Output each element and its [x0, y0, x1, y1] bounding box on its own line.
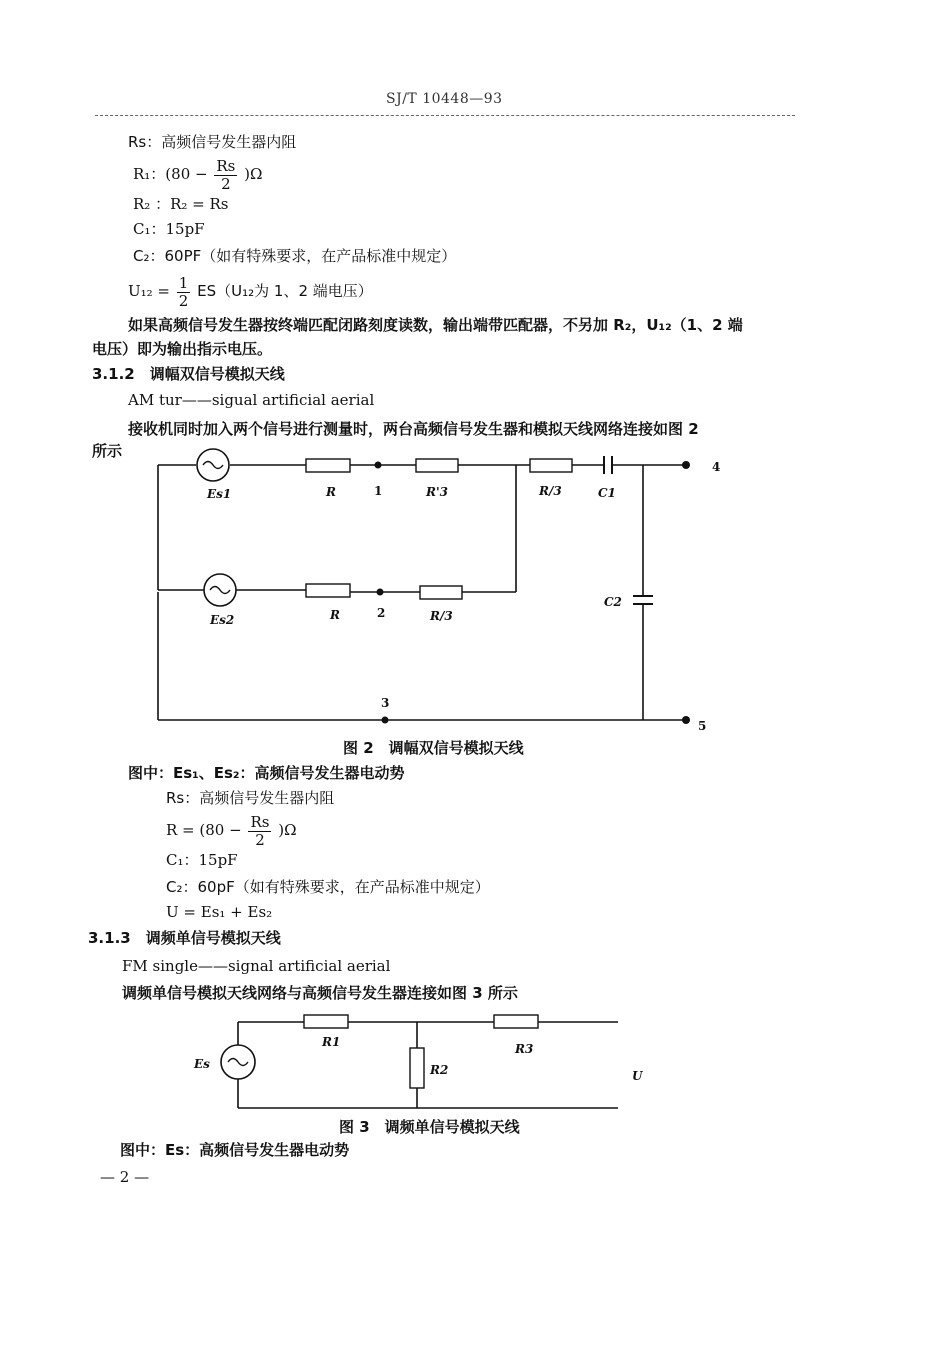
section-3-1-2-paragraph-line-2: 所示: [92, 442, 123, 460]
page-header: SJ/T 10448—93: [386, 91, 503, 107]
legend-2-es: 图中：Es₁、Es₂：高频信号发生器电动势: [128, 764, 405, 782]
label-c2: C2: [604, 595, 622, 609]
resistor-r2: [410, 1048, 424, 1088]
section-3-1-2-title: 3.1.2 调幅双信号模拟天线: [92, 365, 285, 383]
label-node-3: 3: [381, 696, 390, 710]
label-node-2: 2: [377, 606, 386, 620]
label-u: U: [632, 1069, 643, 1083]
figure-3-caption: 图 3 调频单信号模拟天线: [339, 1118, 520, 1136]
u12-fraction-denominator: 2: [178, 291, 189, 310]
label-c1: C1: [598, 486, 616, 500]
legend-2-r-prefix: R = (80 −: [166, 821, 242, 839]
r1-formula-prefix: R₁：(80 −: [133, 165, 208, 183]
section-3-1-2-paragraph-line-1: 接收机同时加入两个信号进行测量时，两台高频信号发生器和模拟天线网络连接如图 2: [128, 420, 699, 438]
label-node-5: 5: [698, 719, 707, 733]
page-number: — 2 —: [100, 1168, 150, 1186]
section-3-1-3-english: FM single——signal artificial aerial: [122, 957, 391, 975]
section-3-1-3-title: 3.1.3 调频单信号模拟天线: [88, 929, 281, 947]
legend-3-es: 图中：Es：高频信号发生器电动势: [120, 1141, 350, 1159]
label-r3-b: R/3: [430, 609, 453, 623]
label-node-1: 1: [374, 484, 383, 498]
source-es-icon: [221, 1045, 255, 1079]
label-es: Es: [194, 1057, 210, 1071]
u12-formula-suffix: ES（U₁₂为 1、2 端电压）: [197, 282, 373, 300]
u12-formula-prefix: U₁₂ =: [128, 282, 171, 300]
paragraph-1-line-2: 电压）即为输出指示电压。: [92, 340, 273, 358]
r2-definition: R₂ ：R₂ = Rs: [133, 195, 229, 213]
label-es2: Es2: [210, 613, 235, 627]
resistor-r1: [304, 1015, 348, 1028]
label-r1: R1: [322, 1035, 341, 1049]
label-r3-c: R/3: [539, 484, 562, 498]
figure-2-caption: 图 2 调幅双信号模拟天线: [343, 739, 524, 757]
label-r3-a: R'3: [426, 485, 448, 499]
label-node-4: 4: [712, 460, 721, 474]
legend-2-r-suffix: )Ω: [278, 821, 297, 839]
label-r-bottom: R: [330, 608, 340, 622]
legend-2-rs: Rs：高频信号发生器内阻: [166, 789, 335, 807]
rs-definition: Rs：高频信号发生器内阻: [128, 133, 297, 151]
section-3-1-2-english: AM tur——sigual artificial aerial: [128, 391, 375, 409]
r1-fraction-numerator: Rs: [216, 157, 236, 175]
legend-2-r-numerator: Rs: [250, 813, 270, 831]
label-r-top: R: [326, 485, 336, 499]
legend-2-c1: C₁：15pF: [166, 851, 238, 869]
c2-definition: C₂：60PF（如有特殊要求，在产品标准中规定）: [133, 247, 457, 265]
paragraph-1-line-1: 如果高频信号发生器按终端匹配闭路刻度读数，输出端带匹配器，不另加 R₂，U₁₂（1、2 端: [128, 316, 743, 334]
label-es1: Es1: [207, 487, 232, 501]
figure-3-wires: [238, 1022, 618, 1108]
r1-formula-suffix: )Ω: [244, 165, 263, 183]
r1-fraction-denominator: 2: [221, 174, 231, 193]
label-r3: R3: [515, 1042, 534, 1056]
legend-2-u: U = Es₁ + Es₂: [166, 903, 273, 921]
section-3-1-3-paragraph: 调频单信号模拟天线网络与高频信号发生器连接如图 3 所示: [122, 984, 518, 1002]
label-r2: R2: [430, 1063, 449, 1077]
resistor-r3: [494, 1015, 538, 1028]
legend-2-r-denominator: 2: [255, 830, 265, 849]
c1-definition: C₁：15pF: [133, 220, 205, 238]
u12-fraction-numerator: 1: [178, 274, 189, 292]
legend-2-c2: C₂：60pF（如有特殊要求，在产品标准中规定）: [166, 878, 490, 896]
